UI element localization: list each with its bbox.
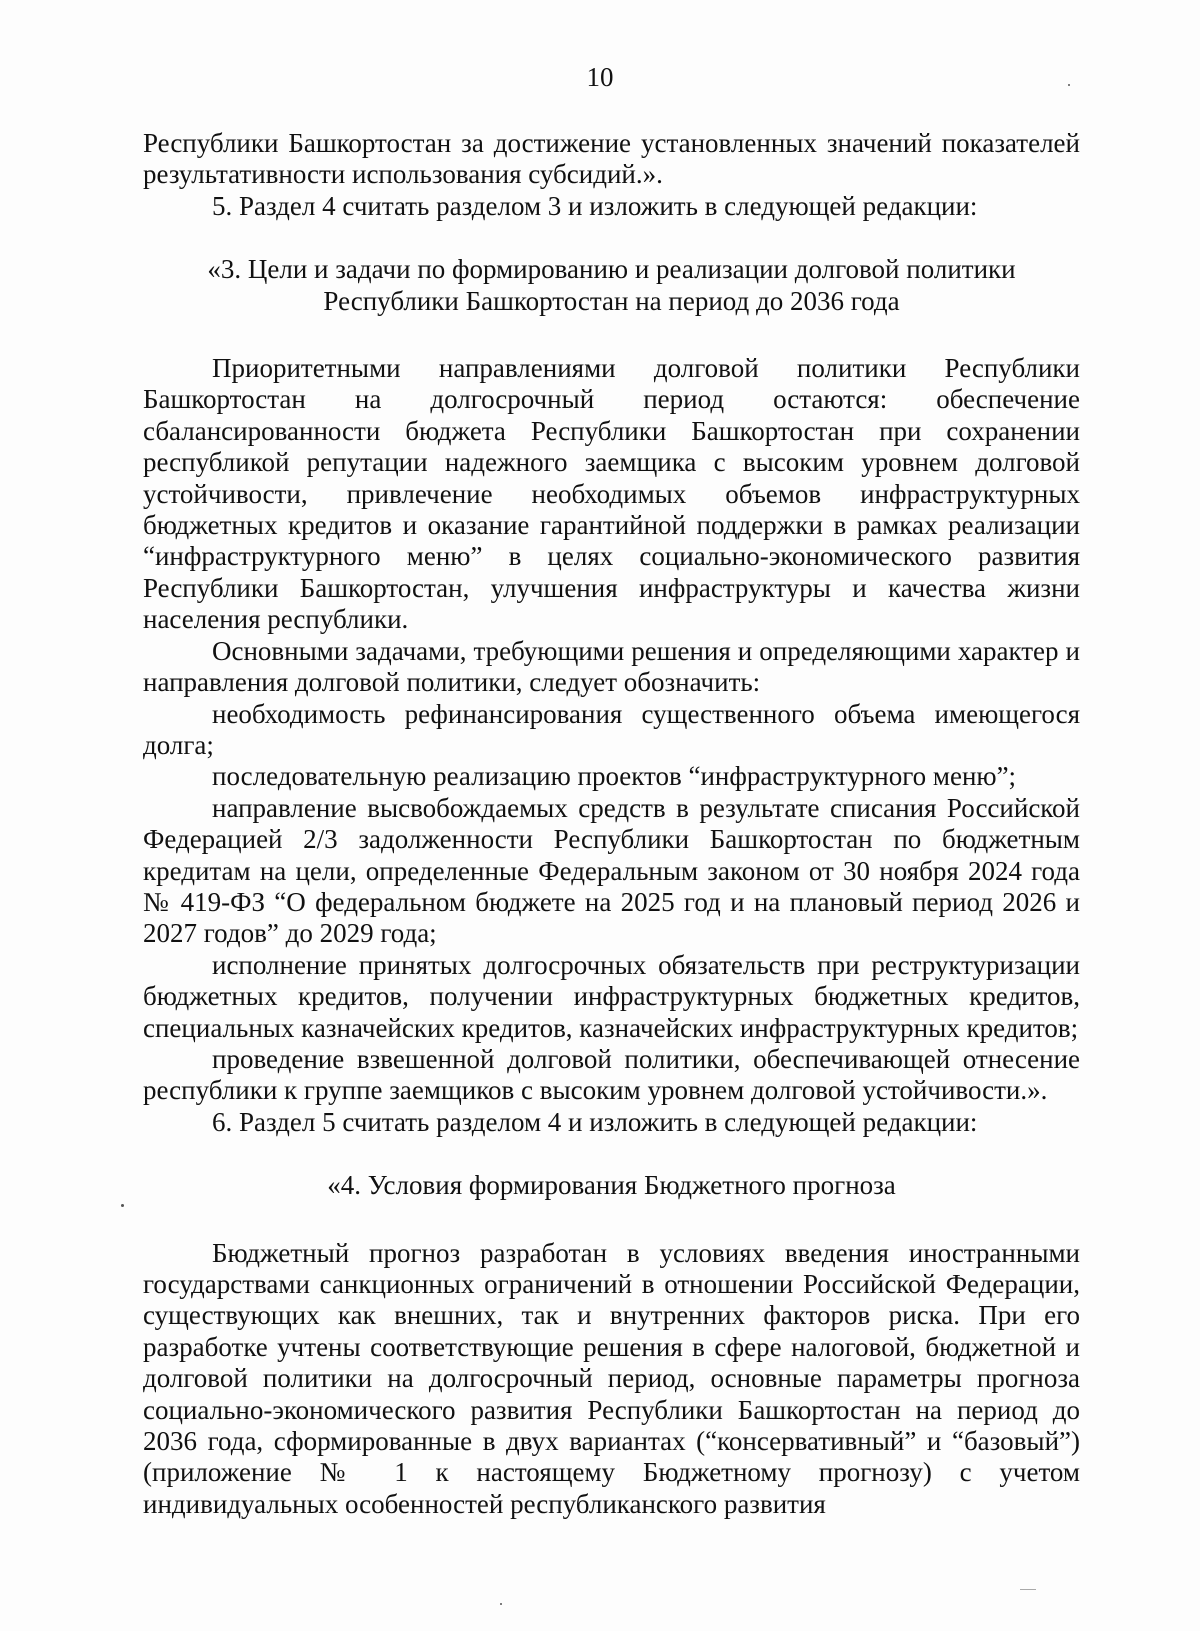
page-number: 10 <box>586 62 614 92</box>
task-list-item: необходимость рефинансирования существенного объема имеющегося долга; <box>143 698 1080 760</box>
section-4-paragraph: Бюджетный прогноз разработан в условиях введения иностранными государствами санкционных ограничений в отношении Российской Федерации, существующих как внешних, так и внутренних факторов риска. При его разработке учтены соответствующие решения в сфере налоговой, бюджетной и долговой политики на долгосрочный период, основные параметры прогноза социально-экономического развития Республики Башкортостан на период до 2036 года, сформированные в двух вариантах (“консервативный” и “базовый”) (приложение № 1 к настоящему Бюджетному прогнозу) с учетом индивидуальных особенностей республиканского развития <box>143 1237 1080 1519</box>
task-list-item: проведение взвешенной долговой политики, обеспечивающей отнесение республики к группе заемщиков с высоким уровнем долговой устойчивости.». <box>143 1043 1080 1106</box>
section-3-paragraph: Приоритетными направлениями долговой политики Республики Башкортостан на долгосрочный период остаются: обеспечение сбалансированности бюджета Республики Башкортостан при сохранении республикой репутации надежного заемщика с высоким уровнем долговой устойчивости, привлечение необходимых объемов инфраструктурных бюджетных кредитов и оказание гарантийной поддержки в рамках реализации “инфраструктурного меню” в целях социально-экономического развития Республики Башкортостан, улучшения инфраструктуры и качества жизни населения республики. <box>143 353 1080 635</box>
lead-paragraph: Республики Башкортостан за достижение установленных значений показателей результативности использования субсидий.». <box>143 128 1080 190</box>
task-list-item: последовательную реализацию проектов “инфраструктурного меню”; <box>212 761 1017 792</box>
section-4-title: «4. Условия формирования Бюджетного прогноза <box>327 1170 896 1201</box>
task-list-item: исполнение принятых долгосрочных обязательств при реструктуризации бюджетных кредитов, получении инфраструктурных бюджетных кредитов, специальных казначейских кредитов, казначейских инфраструктурных кредитов; <box>143 949 1080 1043</box>
amendment-item-6: 6. Раздел 5 считать разделом 4 и изложить в следующей редакции: <box>212 1106 978 1137</box>
section-3-title-line-1: «3. Цели и задачи по формированию и реализации долговой политики <box>207 254 1016 285</box>
section-3-paragraph: Основными задачами, требующими решения и определяющими характер и направления долговой политики, следует обозначить: <box>143 635 1080 698</box>
amendment-item-5: 5. Раздел 4 считать разделом 3 и изложить в следующей редакции: <box>212 190 978 221</box>
task-list-item: направление высвобождаемых средств в результате списания Российской Федерацией 2/3 задолженности Республики Башкортостан по бюджетным кредитам на цели, определенные Федеральным законом от 30 ноября 2024 года № 419-ФЗ “О федеральном бюджете на 2025 год и на плановый период 2026 и 2027 годов” до 2029 года; <box>143 792 1080 949</box>
document-body <box>143 128 1080 1520</box>
section-3-title-line-2: Республики Башкортостан на период до 2036 года <box>323 285 900 316</box>
